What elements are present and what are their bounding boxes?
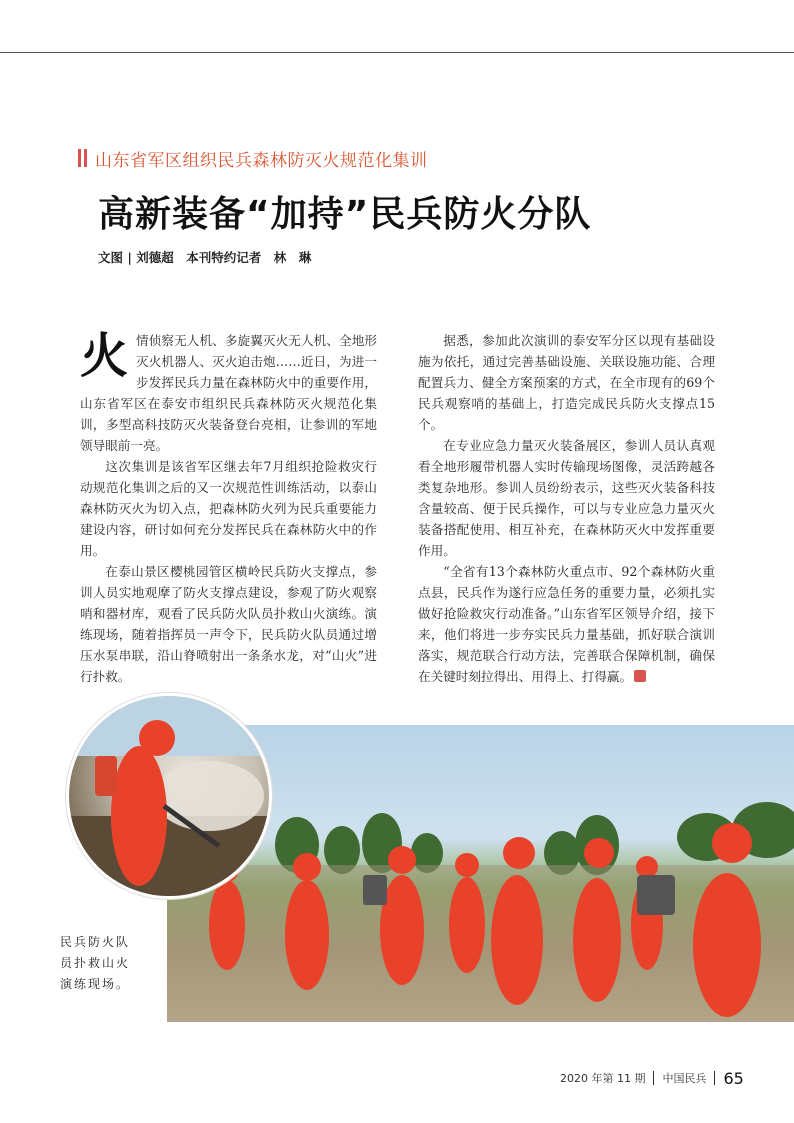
photo-caption: 民兵防火队员扑救山火演练现场。 bbox=[60, 935, 131, 991]
article-column-left bbox=[80, 330, 377, 687]
drop-cap: 火 bbox=[80, 328, 129, 384]
paragraph: “全省有13个森林防火重点市、92个森林防火重点县，民兵作为遂行应急任务的重要力量，必须扎实做好抢险救灾行动准备。”山东省军区领导介绍，接下来，他们将进一步夯实民兵力量基础，抓好联合演训落实，规范联合行动方法，完善联合保障机制，确保在关键时刻拉得出、用得上、打得赢。 bbox=[418, 564, 715, 684]
end-mark-icon bbox=[634, 670, 646, 682]
kicker-text: 山东省军区组织民兵森林防灭火规范化集训 bbox=[95, 150, 428, 171]
paragraph: 据悉，参加此次演训的泰安军分区以现有基础设施为依托，通过完善基础设施、关联设施功能、合理配置兵力、健全方案预案的方式，在全市现有的69个民兵观察哨的基础上，打造完成民兵防火支撑点15个。 bbox=[418, 333, 715, 432]
page-number: 65 bbox=[723, 1068, 744, 1088]
magazine-name: 中国民兵 bbox=[662, 1072, 707, 1085]
paragraph: 火情侦察无人机、多旋翼灭火无人机、全地形灭火机器人、灭火迫击炮……近日，为进一步发挥民兵力量在森林防火中的重要作用，山东省军区在泰安市组织民兵森林防灭火规范化集训，多型高科技防灭火装备登台亮相，让参训的军地领导眼前一亮。 bbox=[80, 328, 377, 453]
article-title: 高新装备“加持”民兵防火分队 bbox=[98, 194, 592, 235]
footer-divider bbox=[714, 1071, 715, 1085]
paragraph: 在泰山景区樱桃园管区横岭民兵防火支撑点，参训人员实地观摩了防火支撑点建设，参观了防火观察哨和器材库，观看了民兵防火队员扑救山火演练。演练现场，随着指挥员一声令下，民兵防火队员通过增压水泵串联，沿山脊喷射出一条条水龙，对“山火”进行扑救。 bbox=[80, 564, 377, 684]
footer-divider bbox=[653, 1071, 654, 1085]
kicker-bars-icon bbox=[78, 149, 87, 167]
paragraph: 这次集训是该省军区继去年7月组织抢险救灾行动规范化集训之后的又一次规范性训练活动，以泰山森林防灭火为切入点，把森林防火列为民兵重要能力建设内容，研讨如何充分发挥民兵在森林防火中的作用。 bbox=[80, 459, 377, 558]
firefighter-closeup-illustration bbox=[69, 696, 269, 896]
article-column-right bbox=[418, 330, 715, 687]
article-byline: 文图 | 刘德超 本刊特约记者 林 琳 bbox=[98, 250, 312, 265]
inset-photo bbox=[66, 693, 272, 899]
page-footer bbox=[560, 1068, 744, 1088]
paragraph: 在专业应急力量灭火装备展区，参训人员认真观看全地形履带机器人实时传输现场图像，灵活跨越各类复杂地形。参训人员纷纷表示，这些灭火装备科技含量较高、便于民兵操作，可以与专业应急力量灭火装备搭配使用、相互补充，在森林防灭火中发挥重要作用。 bbox=[418, 438, 715, 558]
section-kicker bbox=[78, 148, 428, 171]
header-rule bbox=[0, 52, 794, 53]
issue-label: 2020 年第 11 期 bbox=[560, 1072, 646, 1085]
